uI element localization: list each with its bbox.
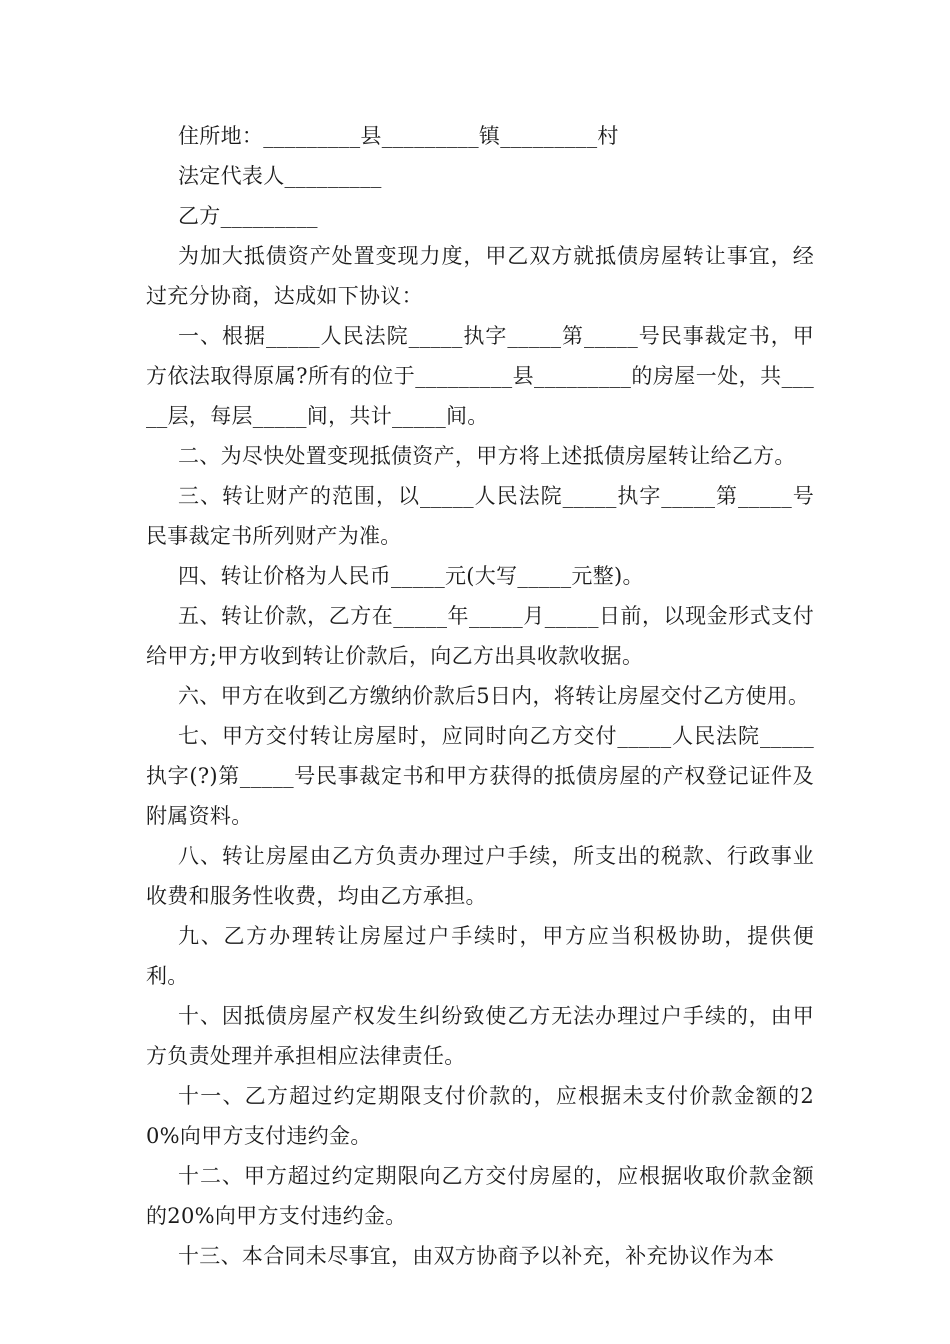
address-line: 住所地：_________县_________镇_________村: [178, 124, 619, 148]
clause-8: 八、转让房屋由乙方负责办理过户手续，所支出的税款、行政事业收费和服务性收费，均由乙方承担。: [146, 844, 814, 908]
clause-1: 一、根据_____人民法院_____执字_____第_____号民事裁定书，甲方依法取得原属?所有的位于_________县_________的房屋一处，共_____层，每层_____间，共计_____间。: [146, 324, 814, 428]
clause-5: 五、转让价款，乙方在_____年_____月_____日前，以现金形式支付给甲方;甲方收到转让价款后，向乙方出具收款收据。: [146, 604, 814, 668]
preamble-paragraph: 为加大抵债资产处置变现力度，甲乙双方就抵债房屋转让事宜，经过充分协商，达成如下协议：: [146, 244, 814, 308]
clause-6: 六、甲方在收到乙方缴纳价款后5日内，将转让房屋交付乙方使用。: [178, 684, 810, 708]
clause-11: 十一、乙方超过约定期限支付价款的，应根据未支付价款金额的20%向甲方支付违约金。: [146, 1084, 814, 1148]
clause-12: 十二、甲方超过约定期限向乙方交付房屋的，应根据收取价款金额的20%向甲方支付违约金。: [146, 1164, 814, 1228]
clause-13: 十三、本合同未尽事宜，由双方协商予以补充，补充协议作为本: [178, 1244, 775, 1268]
clause-4: 四、转让价格为人民币_____元(大写_____元整)。: [178, 564, 644, 588]
clause-9: 九、乙方办理转让房屋过户手续时，甲方应当积极协助，提供便利。: [146, 924, 814, 988]
legal-representative-line: 法定代表人_________: [178, 164, 382, 188]
party-b-line: 乙方_________: [178, 204, 318, 228]
clause-7: 七、甲方交付转让房屋时，应同时向乙方交付_____人民法院_____执字(?)第_____号民事裁定书和甲方获得的抵债房屋的产权登记证件及附属资料。: [146, 724, 814, 828]
clause-10: 十、因抵债房屋产权发生纠纷致使乙方无法办理过户手续的，由甲方负责处理并承担相应法律责任。: [146, 1004, 814, 1068]
contract-body: [146, 116, 814, 1276]
clause-2: 二、为尽快处置变现抵债资产，甲方将上述抵债房屋转让给乙方。: [178, 444, 796, 468]
clause-3: 三、转让财产的范围，以_____人民法院_____执字_____第_____号民事裁定书所列财产为准。: [146, 484, 814, 548]
